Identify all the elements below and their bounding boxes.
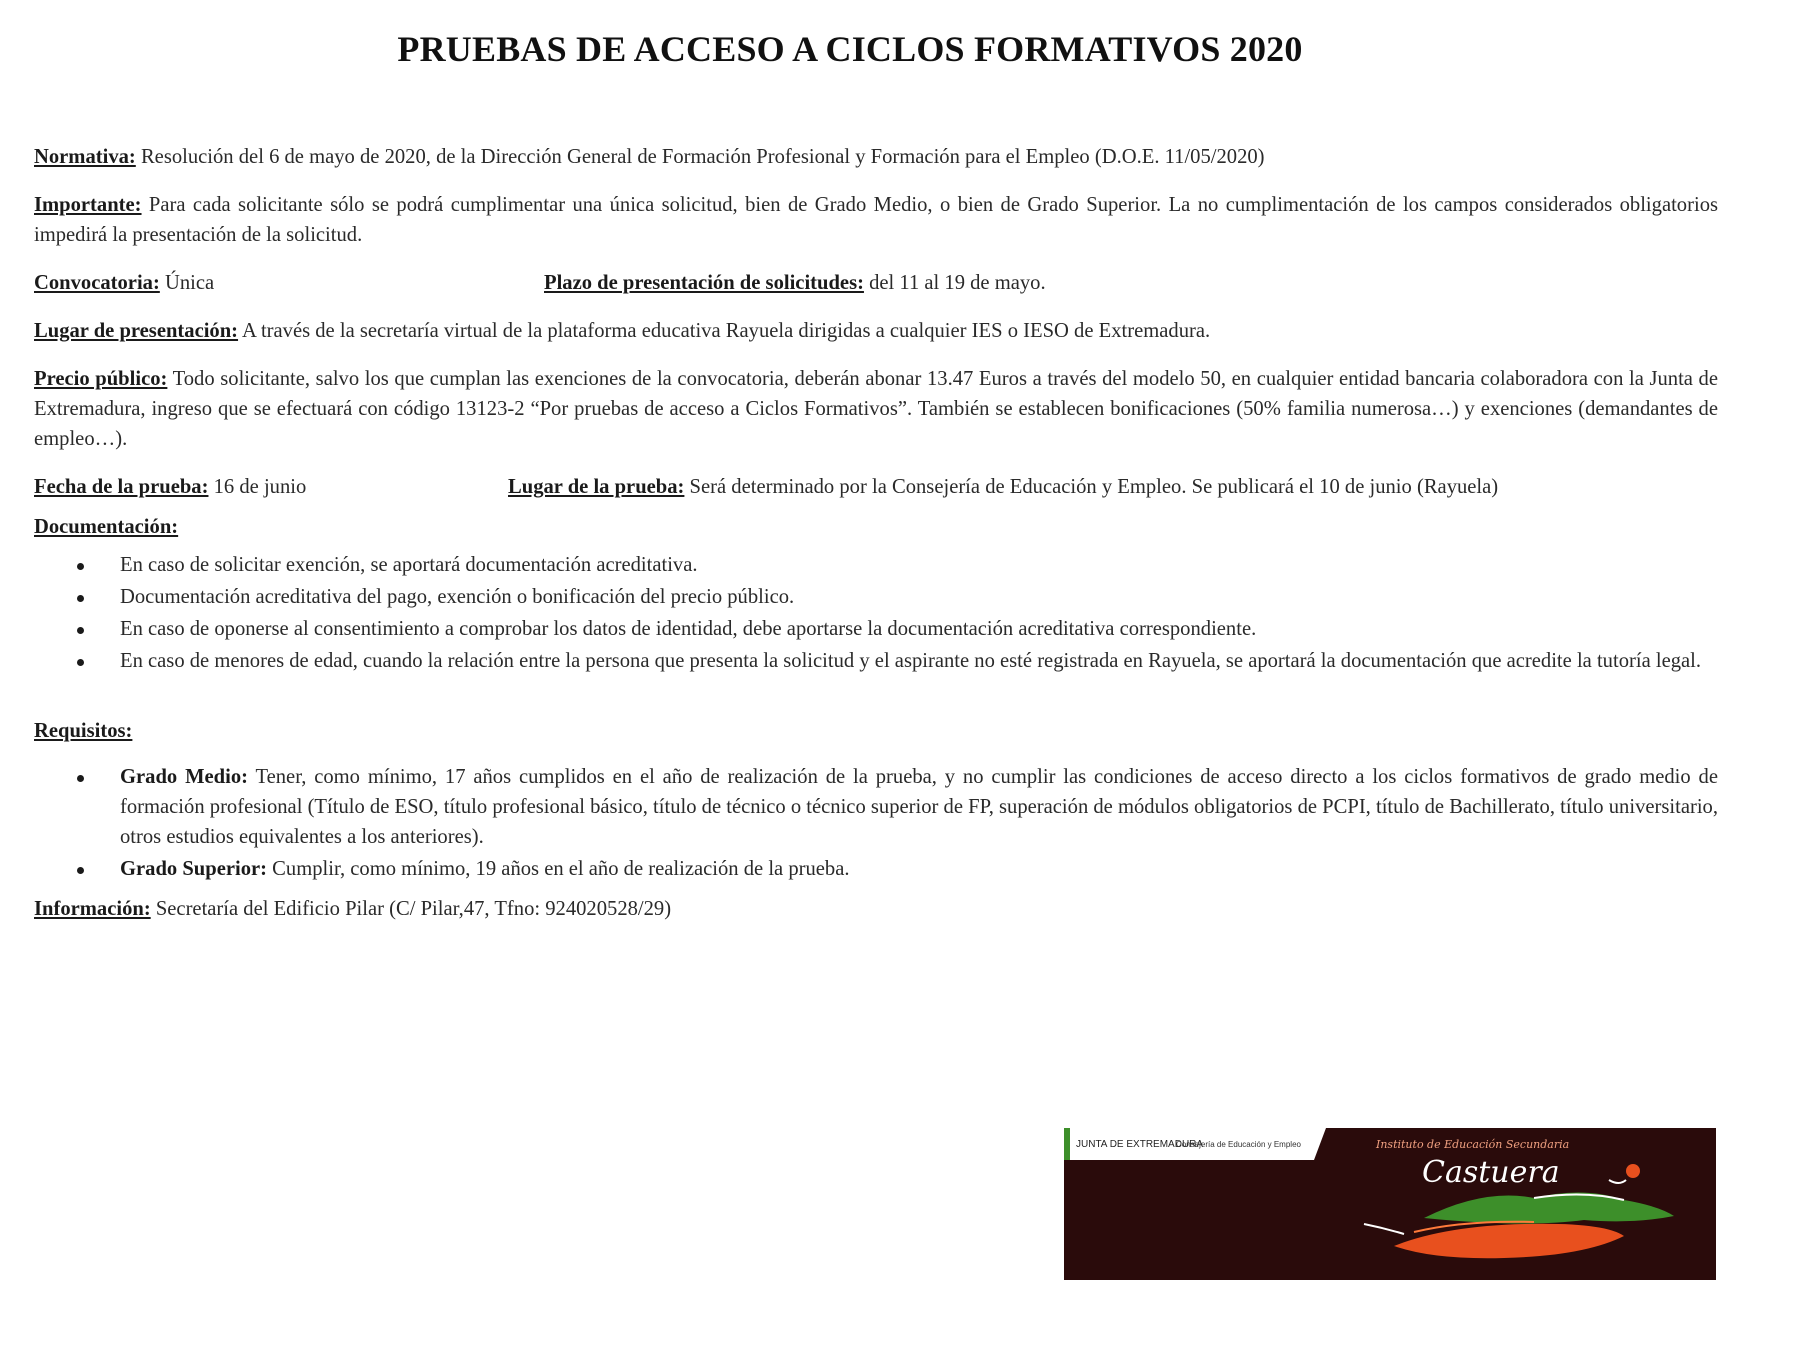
lugar-presentacion-text: A través de la secretaría virtual de la plataforma educativa Rayuela dirigidas a cualquier IES o IESO de Extremadura.	[238, 320, 1211, 342]
lugar-prueba-value: Será determinado por la Consejería de Educación y Empleo. Se publicará el 10 de junio (Rayuela)	[684, 476, 1499, 498]
logo-instituto-text: Instituto de Educación Secundaria	[1376, 1138, 1570, 1151]
fecha-row	[34, 472, 1718, 502]
logo-junta-text: JUNTA DE EXTREMADURA	[1076, 1139, 1204, 1150]
normativa-paragraph	[34, 142, 1718, 172]
grado-medio-text: Tener, como mínimo, 17 años cumplidos en el año de realización de la prueba, y no cumplir las condiciones de acceso directo a los ciclos formativos de grado medio de formación profesional (Título de ESO, título profesional básico, título de técnico o técnico superior de FP, superación de módulos obligatorios de PCPI, título de Bachillerato, título universitario, otros estudios equivalentes a los anteriores).	[120, 766, 1718, 848]
lugar-presentacion-label: Lugar de presentación:	[34, 320, 239, 342]
grado-superior-label: Grado Superior:	[120, 858, 268, 880]
list-item	[34, 550, 1718, 580]
convocatoria-value: Única	[159, 272, 215, 294]
precio-paragraph	[34, 364, 1718, 454]
logo-consejeria-text: Consejería de Educación y Empleo	[1176, 1140, 1301, 1149]
grado-medio-label: Grado Medio:	[120, 766, 248, 788]
documentacion-section	[34, 512, 1718, 676]
requisitos-list	[34, 762, 1718, 884]
bullet-icon	[77, 867, 84, 874]
importante-paragraph	[34, 190, 1718, 250]
logo-sun-icon	[1626, 1164, 1640, 1178]
document-body	[34, 142, 1718, 942]
convocatoria-cell	[34, 268, 544, 298]
lugar-prueba-cell	[508, 472, 1498, 502]
precio-text: Todo solicitante, salvo los que cumplan las exenciones de la convocatoria, deberán abonar 13.47 Euros a través del modelo 50, en cualquier entidad bancaria colaboradora con la Junta de Extremadura, ingreso que se efectuará con código 13123-2 “Por pruebas de acceso a Ciclos Formativos”. También se establecen bonificaciones (50% familia numerosa…) y exenciones (demandantes de empleo…).	[34, 368, 1718, 450]
plazo-label: Plazo de presentación de solicitudes:	[544, 272, 864, 294]
bullet-icon	[77, 775, 84, 782]
list-item	[34, 614, 1718, 644]
list-item	[34, 762, 1718, 852]
list-item-text: En caso de menores de edad, cuando la relación entre la persona que presenta la solicitud y el aspirante no esté registrada en Rayuela, se aportará la documentación que acredite la tutoría legal.	[120, 650, 1702, 672]
bullet-icon	[77, 563, 84, 570]
plazo-value: del 11 al 19 de mayo.	[863, 272, 1046, 294]
list-item	[34, 646, 1718, 676]
list-item-text: Documentación acreditativa del pago, exención o bonificación del precio público.	[120, 586, 795, 608]
list-item	[34, 854, 1718, 884]
informacion-label: Información:	[34, 898, 151, 920]
informacion-text: Secretaría del Edificio Pilar (C/ Pilar,47, Tfno: 924020528/29)	[150, 898, 672, 920]
lugar-prueba-label: Lugar de la prueba:	[508, 476, 685, 498]
list-item	[34, 582, 1718, 612]
normativa-label: Normativa:	[34, 146, 136, 168]
bullet-icon	[77, 627, 84, 634]
fecha-cell	[34, 472, 508, 502]
importante-text: Para cada solicitante sólo se podrá cumplimentar una única solicitud, bien de Grado Medio, o bien de Grado Superior. La no cumplimentación de los campos considerados obligatorios impedirá la presentación de la solicitud.	[34, 194, 1718, 246]
plazo-cell	[544, 268, 1046, 298]
requisitos-label: Requisitos:	[34, 720, 133, 742]
page-title: PRUEBAS DE ACCESO A CICLOS FORMATIVOS 2020	[397, 29, 1303, 69]
bullet-icon	[77, 595, 84, 602]
informacion-paragraph	[34, 894, 1718, 924]
requisitos-section	[34, 716, 1718, 884]
convocatoria-label: Convocatoria:	[34, 272, 160, 294]
list-item-text: En caso de solicitar exención, se aportará documentación acreditativa.	[120, 554, 698, 576]
fecha-label: Fecha de la prueba:	[34, 476, 209, 498]
logo-junta-mark	[1064, 1128, 1070, 1160]
documentacion-label: Documentación:	[34, 516, 179, 538]
logo-name-text: Castuera	[1422, 1155, 1560, 1190]
importante-label: Importante:	[34, 194, 142, 216]
documentacion-list	[34, 550, 1718, 676]
list-item-text: En caso de oponerse al consentimiento a comprobar los datos de identidad, debe aportarse la documentación acreditativa correspondiente.	[120, 618, 1257, 640]
precio-label: Precio público:	[34, 368, 168, 390]
convocatoria-row	[34, 268, 1718, 298]
lugar-presentacion-paragraph	[34, 316, 1718, 346]
castuera-logo	[1064, 1128, 1716, 1280]
grado-superior-text: Cumplir, como mínimo, 19 años en el año de realización de la prueba.	[267, 858, 850, 880]
fecha-value: 16 de junio	[208, 476, 307, 498]
normativa-text: Resolución del 6 de mayo de 2020, de la Dirección General de Formación Profesional y Formación para el Empleo (D.O.E. 11/05/2020)	[135, 146, 1265, 168]
bullet-icon	[77, 659, 84, 666]
